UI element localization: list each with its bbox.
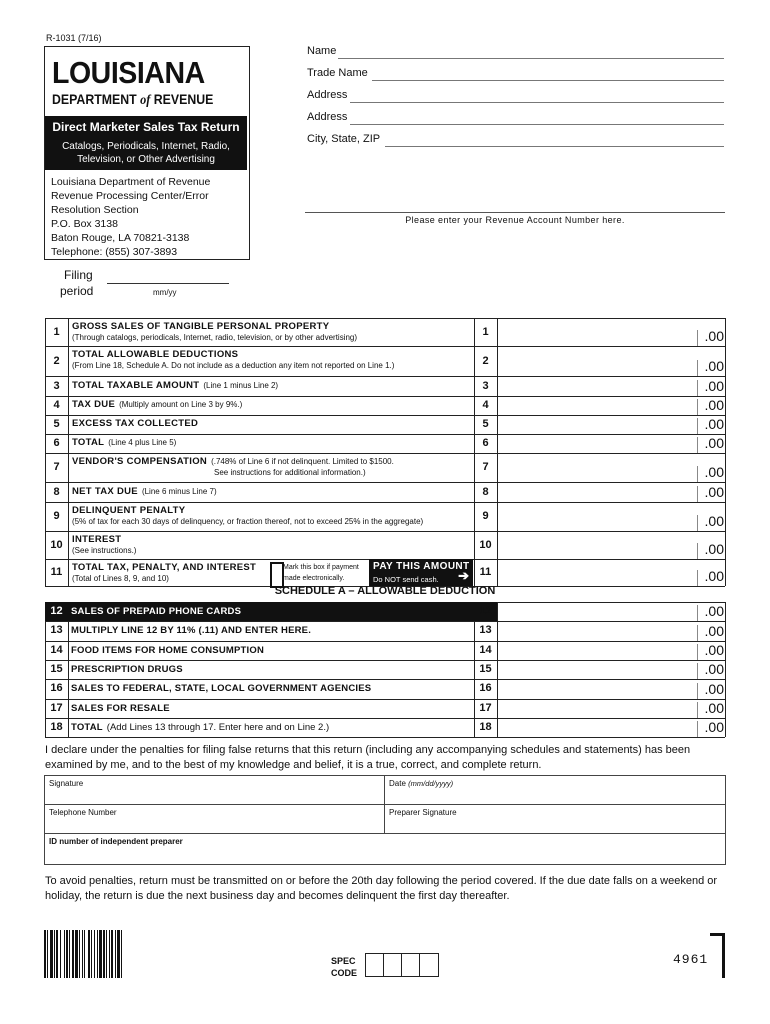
line-14-amount-input[interactable] — [500, 644, 694, 658]
line-cents: .00 — [704, 603, 724, 620]
date-label — [389, 779, 453, 788]
pay-title: PAY THIS AMOUNT — [373, 561, 470, 572]
line-title: INTEREST — [72, 534, 122, 545]
mail-line: Revenue Processing Center/Error — [51, 190, 209, 202]
line-title: TOTAL TAXABLE AMOUNT — [72, 379, 200, 391]
line-cents: .00 — [704, 641, 724, 658]
table-border — [68, 318, 69, 586]
line-inline-note: (Line 4 plus Line 5) — [108, 438, 177, 447]
line-cents: .00 — [704, 464, 724, 480]
line-inline-note: (Line 6 minus Line 7) — [141, 486, 217, 496]
line-box-number: 5 — [482, 418, 489, 430]
line-cents: .00 — [704, 513, 724, 529]
line-number: 10 — [50, 539, 63, 551]
line-cents: .00 — [704, 680, 724, 697]
penalty-note: To avoid penalties, return must be transmitted on or before the 20th day following the period covered. If the due date falls on a weekend or holiday, the return is due the next business day and becomes delinquent the first day thereafter. — [45, 875, 718, 902]
line-description — [72, 534, 121, 545]
line-title: MULTIPLY LINE 12 BY 11% (.11) AND ENTER HERE. — [71, 625, 312, 637]
mail-line: Telephone: (855) 307-3893 — [51, 246, 178, 258]
line-5-amount-input[interactable] — [500, 417, 694, 432]
table-border — [725, 318, 726, 586]
row-divider — [45, 415, 725, 416]
line-box-number: 3 — [482, 380, 489, 392]
line-description — [71, 699, 170, 718]
form-number: 4961 — [673, 952, 709, 967]
barcode-bar — [79, 930, 80, 978]
line-title: TOTAL — [71, 721, 103, 733]
row-divider — [45, 531, 725, 532]
barcode-bar — [69, 930, 70, 978]
line-number: 7 — [53, 461, 60, 473]
barcode-bar — [106, 930, 107, 978]
barcode-bar — [94, 930, 95, 978]
line-description — [72, 437, 176, 448]
barcode-bar — [56, 930, 58, 978]
barcode-bar — [117, 930, 120, 978]
line-subnote: (From Line 18, Schedule A. Do not include as a deduction any item not reported on Line 1.) — [72, 361, 395, 370]
preparer-signature-input[interactable] — [389, 819, 719, 830]
line-cents: .00 — [704, 328, 724, 344]
barcode-bar — [60, 930, 61, 978]
line-cents: .00 — [704, 699, 724, 716]
line-subnote: (Total of Lines 8, 9, and 10) — [72, 574, 169, 583]
line-description — [72, 418, 198, 429]
spec-code-box[interactable] — [402, 954, 420, 976]
line-description — [71, 621, 311, 640]
line-13-amount-input[interactable] — [500, 625, 694, 639]
logo-dept — [52, 91, 219, 109]
code-label: CODE — [331, 968, 358, 978]
line-title: GROSS SALES OF TANGIBLE PERSONAL PROPERTY — [72, 321, 330, 332]
barcode-bar — [47, 930, 48, 978]
barcode-bar — [54, 930, 55, 978]
line-number: 5 — [53, 418, 60, 430]
line-title: NET TAX DUE — [72, 485, 138, 497]
line-box-number: 13 — [479, 624, 492, 637]
line-box-number: 15 — [479, 662, 492, 675]
row-divider — [45, 396, 725, 397]
line-number: 16 — [50, 682, 63, 695]
line-18-amount-input[interactable] — [500, 721, 694, 735]
electronic-note-line: made electronically. — [283, 575, 345, 582]
line-box-number: 16 — [479, 682, 492, 695]
pay-this-amount-band — [369, 559, 473, 586]
account-number-prompt: Please enter your Revenue Account Number here. — [405, 215, 625, 225]
line-11-amount-input[interactable] — [500, 569, 694, 584]
line-box-number: 9 — [482, 510, 489, 522]
spec-code-box[interactable] — [384, 954, 402, 976]
line-description — [72, 321, 329, 332]
barcode-bar — [72, 930, 74, 978]
line-2-amount-input[interactable] — [500, 359, 694, 374]
trade-name-input[interactable] — [374, 67, 720, 78]
row-divider — [45, 482, 725, 483]
line-box-number: 6 — [482, 437, 489, 449]
signature-divider — [384, 775, 385, 834]
logo-state: LOUISIANA — [52, 55, 205, 90]
line-subnote: See instructions for additional information.) — [214, 468, 366, 477]
line-title: SALES TO FEDERAL, STATE, LOCAL GOVERNMENT AGENCIES — [71, 683, 372, 695]
address2-input[interactable] — [352, 111, 720, 122]
form-subtitle-2: Television, or Other Advertising — [77, 154, 215, 165]
form-subtitle-1: Catalogs, Periodicals, Internet, Radio, — [62, 141, 230, 152]
city-state-zip-line — [385, 146, 724, 147]
line-title: EXCESS TAX COLLECTED — [72, 418, 199, 429]
city-state-zip-input[interactable] — [387, 133, 720, 144]
barcode-bar — [99, 930, 102, 978]
spec-label: SPEC — [331, 956, 356, 966]
barcode-bar — [66, 930, 68, 978]
name-line — [338, 58, 724, 59]
logo-dept-of: of — [140, 93, 151, 108]
barcode-bar — [121, 930, 122, 978]
date-format: (mm/dd/yyyy) — [408, 779, 454, 788]
line-7-amount-input[interactable] — [500, 465, 694, 480]
account-number-line — [305, 212, 725, 213]
address1-label: Address — [307, 89, 348, 101]
line-6-amount-input[interactable] — [500, 436, 694, 451]
spec-code-box[interactable] — [366, 954, 384, 976]
table-border — [725, 602, 726, 737]
line-number: 18 — [50, 720, 63, 733]
name-label: Name — [307, 45, 337, 57]
line-subnote: (Through catalogs, periodicals, Internet, radio, television, or by other advertising) — [72, 333, 358, 342]
line-inline-note: (.748% of Line 6 if not delinquent. Limited to $1500. — [211, 457, 394, 466]
line-title: TAX DUE — [72, 399, 116, 410]
line-number: 1 — [53, 326, 60, 338]
line-cents: .00 — [704, 661, 724, 678]
barcode-bar — [88, 930, 90, 978]
name-input[interactable] — [340, 45, 720, 56]
line-cents: .00 — [704, 397, 724, 413]
mail-line: Louisiana Department of Revenue — [51, 176, 211, 188]
line-number: 3 — [53, 380, 60, 392]
line-cents: .00 — [704, 416, 724, 432]
mail-line: Resolution Section — [51, 204, 139, 216]
corner-mark — [710, 933, 725, 978]
line-box-number: 10 — [479, 539, 492, 551]
form-title-band — [45, 116, 247, 170]
barcode-image — [44, 930, 168, 978]
line-title: FOOD ITEMS FOR HOME CONSUMPTION — [71, 644, 265, 656]
spec-code-boxes — [365, 953, 439, 977]
line-title: SALES OF PREPAID PHONE CARDS — [71, 606, 242, 617]
line-number: 14 — [50, 643, 63, 656]
line-title: VENDOR'S COMPENSATION — [72, 456, 208, 467]
mail-line: Baton Rouge, LA 70821-3138 — [51, 232, 190, 244]
address1-line — [350, 102, 724, 103]
line-number: 8 — [53, 486, 60, 498]
address2-label: Address — [307, 111, 348, 123]
row-divider — [45, 453, 725, 454]
line-box-number: 1 — [482, 326, 489, 338]
line-title: TOTAL ALLOWABLE DEDUCTIONS — [72, 349, 239, 360]
row-divider — [45, 502, 725, 503]
agency-logo — [52, 56, 242, 109]
pay-subtitle: Do NOT send cash. — [373, 575, 439, 584]
mail-address — [51, 175, 210, 259]
declaration-text: I declare under the penalties for filing false returns that this return (including any accompanying schedules and statements) has been examined by me, and to the best of my knowledge and belief, it is a true, correct, and complete return. — [45, 744, 691, 771]
line-box-number: 14 — [479, 643, 492, 656]
line-description — [72, 456, 394, 467]
line-4-amount-input[interactable] — [500, 398, 694, 413]
line-description — [71, 660, 183, 679]
form-id: R-1031 (7/16) — [46, 33, 102, 43]
line-cents: .00 — [704, 622, 724, 639]
line-description — [71, 718, 329, 737]
barcode-bar — [64, 930, 65, 978]
line-cents: .00 — [704, 435, 724, 451]
barcode-bar — [75, 930, 78, 978]
table-border — [45, 318, 725, 319]
preparer-id-label: ID number of independent preparer — [49, 837, 183, 846]
filing-period-input[interactable] — [110, 270, 226, 281]
line-box-number: 11 — [479, 566, 492, 578]
table-border — [497, 318, 498, 586]
line-title: TOTAL TAX, PENALTY, AND INTEREST — [72, 562, 257, 573]
line-box-number: 4 — [482, 399, 489, 411]
line-description — [72, 562, 256, 573]
address1-input[interactable] — [352, 89, 720, 100]
line-number: 4 — [53, 399, 60, 411]
mail-line: P.O. Box 3138 — [51, 218, 118, 230]
arrow-right-icon: ➔ — [458, 568, 469, 583]
line-cents: .00 — [704, 378, 724, 394]
line-description — [72, 505, 185, 516]
trade-name-line — [372, 80, 724, 81]
row-divider — [45, 434, 725, 435]
preparer-signature-label: Preparer Signature — [389, 808, 457, 817]
barcode-bar — [91, 930, 92, 978]
account-number-input[interactable] — [306, 195, 724, 206]
line-15-amount-input[interactable] — [500, 663, 694, 677]
line-16-amount-input[interactable] — [500, 683, 694, 697]
line-number: 12 — [50, 605, 63, 617]
line-inline-note: (Line 1 minus Line 2) — [203, 380, 279, 390]
telephone-input[interactable] — [49, 819, 379, 830]
barcode-bar — [103, 930, 105, 978]
filing-label-2: period — [60, 284, 94, 298]
line-box-number: 12 — [479, 605, 492, 617]
line-title: DELINQUENT PENALTY — [72, 505, 186, 516]
line-cents: .00 — [704, 719, 724, 736]
logo-dept-pre: DEPARTMENT — [52, 91, 137, 107]
line-10-amount-input[interactable] — [500, 542, 694, 557]
line-9-amount-input[interactable] — [500, 514, 694, 529]
line-number: 17 — [50, 701, 63, 714]
line-description — [71, 602, 241, 621]
line-number: 13 — [50, 624, 63, 637]
line-12-amount-input[interactable] — [500, 605, 694, 619]
form-title: Direct Marketer Sales Tax Return — [52, 120, 240, 134]
line-inline-note: (Add Lines 13 through 17. Enter here and on Line 2.) — [106, 721, 330, 733]
line-subnote: (See instructions.) — [72, 546, 137, 555]
line-title: PRESCRIPTION DRUGS — [71, 663, 183, 675]
preparer-id-input[interactable] — [49, 848, 719, 859]
line-3-amount-input[interactable] — [500, 379, 694, 394]
barcode-bar — [97, 930, 98, 978]
logo-dept-post: REVENUE — [153, 91, 214, 107]
date-label-text: Date — [389, 779, 406, 788]
line-cents: .00 — [704, 568, 724, 584]
address2-line — [350, 124, 724, 125]
date-input[interactable] — [389, 790, 719, 801]
signature-input[interactable] — [49, 790, 379, 801]
line-title: SALES FOR RESALE — [71, 702, 170, 714]
line-box-number: 7 — [482, 461, 489, 473]
line-cents: .00 — [704, 484, 724, 500]
electronic-note-line: Mark this box if payment — [283, 564, 359, 571]
schedule-title: SCHEDULE A – ALLOWABLE DEDUCTION — [274, 585, 496, 597]
line-description — [72, 380, 278, 391]
barcode-bar — [84, 930, 85, 978]
signature-label: Signature — [49, 779, 84, 788]
line-8-amount-input[interactable] — [500, 485, 694, 500]
spec-code-box[interactable] — [420, 954, 438, 976]
line-description — [71, 679, 371, 698]
line-1-amount-input[interactable] — [500, 329, 694, 344]
electronic-payment-note — [283, 562, 359, 584]
line-cents: .00 — [704, 358, 724, 374]
row-divider — [45, 737, 725, 738]
telephone-label: Telephone Number — [49, 808, 117, 817]
barcode-bar — [82, 930, 83, 978]
line-description — [71, 641, 264, 660]
line-box-number: 8 — [482, 486, 489, 498]
line-box-number: 2 — [482, 355, 489, 367]
line-description — [72, 486, 217, 497]
line-title: TOTAL — [72, 437, 105, 448]
barcode-bar — [115, 930, 116, 978]
row-divider — [45, 376, 725, 377]
filing-period-format: mm/yy — [153, 288, 177, 297]
barcode-bar — [111, 930, 113, 978]
trade-name-label: Trade Name — [307, 67, 368, 79]
spec-code-label — [331, 955, 357, 979]
filing-period-line — [107, 283, 229, 284]
line-description — [72, 349, 238, 360]
line-cents: .00 — [704, 541, 724, 557]
barcode-bar — [109, 930, 110, 978]
city-state-zip-label: City, State, ZIP — [307, 133, 381, 145]
line-box-number: 18 — [479, 720, 492, 733]
line-inline-note: (Multiply amount on Line 3 by 9%.) — [119, 400, 243, 409]
row-divider — [45, 346, 725, 347]
barcode-bar — [44, 930, 46, 978]
line-17-amount-input[interactable] — [500, 702, 694, 716]
barcode-bar — [50, 930, 53, 978]
line-subnote: (5% of tax for each 30 days of delinquency, or fraction thereof, not to exceed 25% in the aggregate) — [72, 517, 424, 526]
line-number: 2 — [53, 355, 60, 367]
line-number: 15 — [50, 662, 63, 675]
line-description — [72, 399, 242, 410]
filing-label-1: Filing — [64, 268, 93, 282]
line-number: 6 — [53, 437, 60, 449]
line-number: 11 — [50, 566, 63, 578]
line-box-number: 17 — [479, 701, 492, 714]
line-number: 9 — [53, 510, 60, 522]
